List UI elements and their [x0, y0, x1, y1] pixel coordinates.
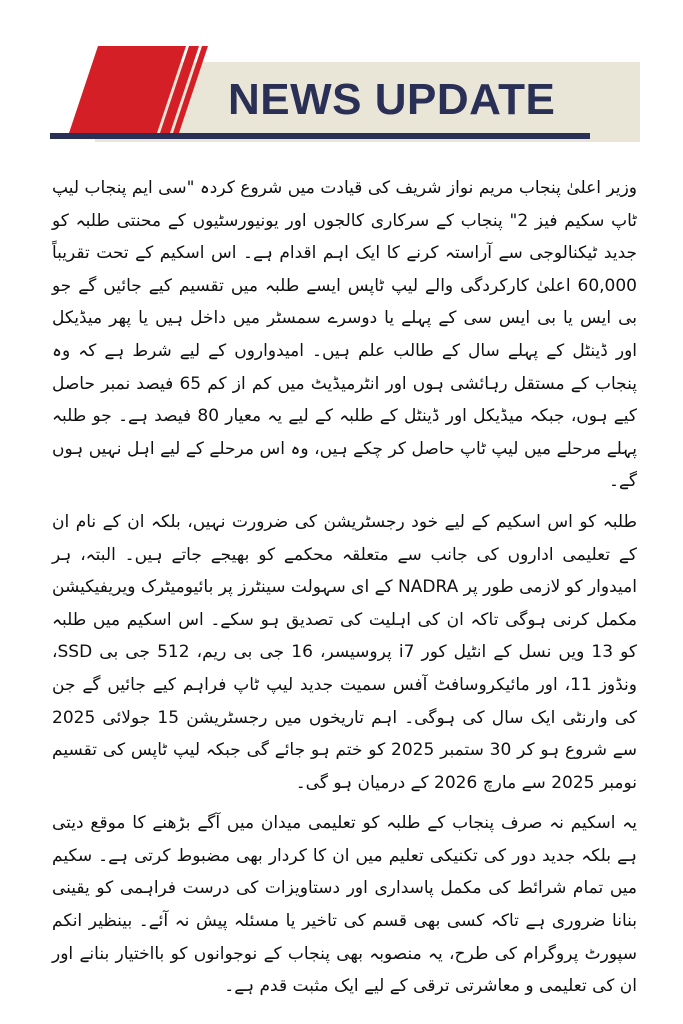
- red-stripes-graphic: [68, 46, 210, 136]
- article-paragraph-2: طلبہ کو اس اسکیم کے لیے خود رجسٹریشن کی ضرورت نہیں، بلکہ ان کے نام ان کے تعلیمی اداروں کی جانب سے متعلقہ محکمے کو بھیجے جاتے ہیں۔ البتہ، ہر امیدوار کو لازمی طور پر NADRA کے ای سہولت سینٹرز پر بائیومیٹرک ویریفیکیشن مکمل کرنی ہوگی تاکہ ان کی اہلیت کی تصدیق ہو سکے۔ اس اسکیم میں طلبہ کو 13 ویں نسل کے انٹیل کور i7 پروسیسر، 16 جی بی ریم، 512 جی بی SSD، ونڈوز 11، اور مائیکروسافٹ آفس سمیت جدید لیپ ٹاپ فراہم کیے جائیں گے جن کی وارنٹی ایک سال کی ہوگی۔ اہم تاریخوں میں رجسٹریشن 15 جولائی 2025 سے شروع ہو کر 30 ستمبر 2025 کو ختم ہو جائے گی جبکہ لیپ ٹاپس کی تقسیم نومبر 2025 سے مارچ 2026 کے درمیان ہو گی۔: [52, 511, 638, 793]
- article-paragraph-3: یہ اسکیم نہ صرف پنجاب کے طلبہ کو تعلیمی میدان میں آگے بڑھنے کا موقع دیتی ہے بلکہ جدید دور کی تکنیکی تعلیم میں ان کا کردار بھی مضبوط کرتی ہے۔ سکیم میں تمام شرائط کی مکمل پاسداری اور دستاویزات کی درست فراہمی کو یقینی بنانا ضروری ہے تاکہ کسی بھی قسم کی تاخیر یا مسئلہ پیش نہ آئے۔ بینظیر انکم سپورٹ پروگرام کی طرح، یہ منصوبہ بھی پنجاب کے نوجوانوں کو بااختیار بنانے اور ان کی تعلیمی و معاشرتی ترقی کے لیے ایک مثبت قدم ہے۔: [52, 813, 637, 997]
- banner-title: NEWS UPDATE: [228, 75, 556, 124]
- article-body: [52, 172, 637, 1011]
- article-paragraph-1: وزیر اعلیٰ پنجاب مریم نواز شریف کی قیادت میں شروع کردہ "سی ایم پنجاب لیپ ٹاپ سکیم فیز 2" پنجاب کے سرکاری کالجوں اور یونیورسٹیوں کے محنتی طلبہ کو جدید ٹیکنالوجی سے آراستہ کرنے کا ایک اہم اقدام ہے۔ اس اسکیم کے تحت تقریباً 60,000 اعلیٰ کارکردگی والے لیپ ٹاپس ایسے طلبہ میں تقسیم کیے جائیں گے جو بی ایس یا بی ایس سی کے پہلے یا دوسرے سمسٹر میں داخل ہیں یا پھر میڈیکل اور ڈینٹل کے پہلے سال کے طالب علم ہیں۔ امیدواروں کے لیے شرط ہے کہ وہ پنجاب کے مستقل رہائشی ہوں اور انٹرمیڈیٹ میں کم از کم 65 فیصد نمبر حاصل کیے ہوں، جبکہ میڈیکل اور ڈینٹل کے طلبہ کے لیے یہ معیار 80 فیصد ہے۔ جو طلبہ پہلے مرحلے میں لیپ ٹاپ حاصل کر چکے ہیں، وہ اس مرحلے کے لیے اہل نہیں ہوں گے۔: [52, 178, 637, 492]
- banner-underline: [50, 133, 590, 139]
